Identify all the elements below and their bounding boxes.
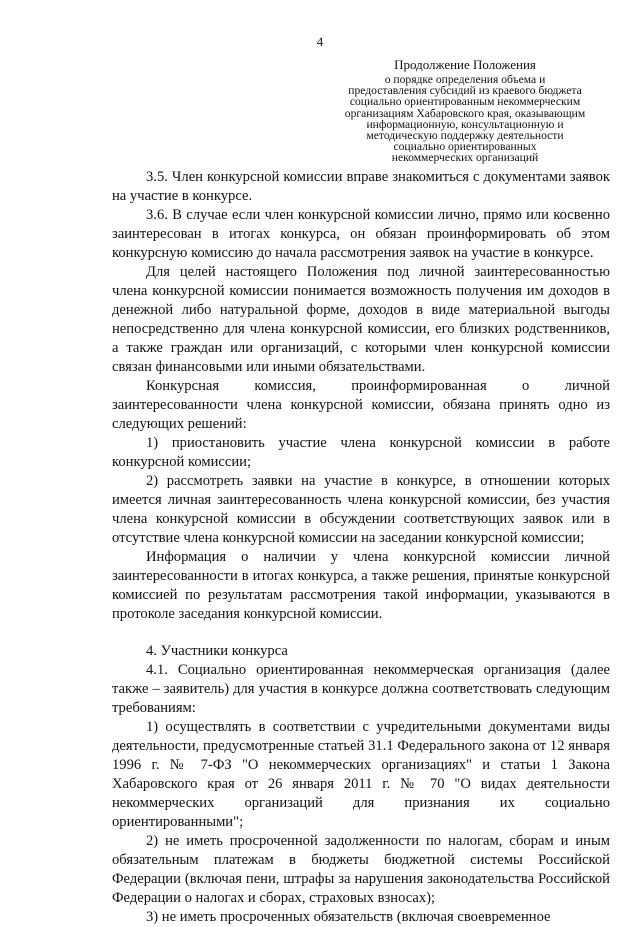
header-line: социально ориентированных bbox=[393, 140, 537, 154]
header-line: информационную, консультационную и bbox=[366, 117, 564, 131]
paragraph-commission-decisions: Конкурсная комиссия, проинформированная о личной заинтересованности члена конкурсной комиссии, обязана принять одно из следующих решений: bbox=[112, 378, 610, 432]
document-body bbox=[112, 168, 610, 927]
header-line: Продолжение Положения bbox=[394, 57, 536, 72]
requirement-item-1: 1) осуществлять в соответствии с учредительными документами виды деятельности, предусмотренные статьей 31.1 Федерального закона от 12 января 1996 г. № 7-ФЗ "О некоммерческих организациях" и статьи 1 Закона Хабаровского края от 26 января 2011 г. № 70 "О видах деятельности некоммерческих организаций для признания их социально ориентированными"; bbox=[112, 719, 610, 830]
header-line: методическую поддержку деятельности bbox=[366, 129, 564, 143]
list-item-2: 2) рассмотреть заявки на участие в конкурсе, в отношении которых имеется личная заинтересованность члена конкурсной комиссии, без участия члена конкурсной комиссии в обсуждении соответствующих заявок или в отсутствие члена конкурсной комиссии на заседании конкурсной комиссии; bbox=[112, 473, 610, 546]
header-line: организациям Хабаровского края, оказывающим bbox=[344, 106, 586, 120]
requirement-item-3: 3) не иметь просроченных обязательств (включая своевременное bbox=[146, 909, 551, 925]
paragraph-interest-definition: Для целей настоящего Положения под личной заинтересованностью члена конкурсной комиссии понимается возможность получения им доходов в денежной либо натуральной форме, доходов в виде материальной выгоды непосредственно для члена конкурсной комиссии, его близких родственников, а также граждан или организаций, с которыми член конкурсной комиссии связан финансовыми или иными обязательствами. bbox=[112, 264, 610, 375]
paragraph-3-5: 3.5. Член конкурсной комиссии вправе знакомиться с документами заявок на участие в конкурсе. bbox=[112, 169, 610, 204]
document-header bbox=[330, 58, 600, 164]
page-number: 4 bbox=[316, 34, 324, 49]
paragraph-3-6: 3.6. В случае если член конкурсной комиссии лично, прямо или косвенно заинтересован в итогах конкурса, он обязан проинформировать об этом конкурсную комиссию до начала рассмотрения заявок на участие в конкурсе. bbox=[112, 207, 610, 261]
paragraph-4-1: 4.1. Социально ориентированная некоммерческая организация (далее также – заявитель) для участия в конкурсе должна соответствовать следующим требованиям: bbox=[112, 662, 610, 716]
requirement-item-2: 2) не иметь просроченной задолженности по налогам, сборам и иным обязательным платежам в бюджеты бюджетной системы Российской Федерации (включая пени, штрафы за нарушения законодательства Российской Федерации о налогах и сборах, страховых взносах); bbox=[112, 833, 610, 906]
header-line: некоммерческих организаций bbox=[391, 151, 539, 165]
header-line: социально ориентированным некоммерческим bbox=[349, 95, 581, 109]
paragraph-information: Информация о наличии у члена конкурсной комиссии личной заинтересованности в итогах конкурса, а также решения, принятые конкурсной комиссией по результатам рассмотрения такой информации, указываются в протоколе заседания конкурсной комиссии. bbox=[112, 549, 610, 622]
header-line: о порядке определения объема и bbox=[384, 73, 546, 86]
section-heading-4: 4. Участники конкурса bbox=[146, 643, 288, 659]
list-item-1: 1) приостановить участие члена конкурсной комиссии в работе конкурсной комиссии; bbox=[112, 435, 610, 470]
header-line: предоставления субсидий из краевого бюджета bbox=[348, 84, 582, 98]
